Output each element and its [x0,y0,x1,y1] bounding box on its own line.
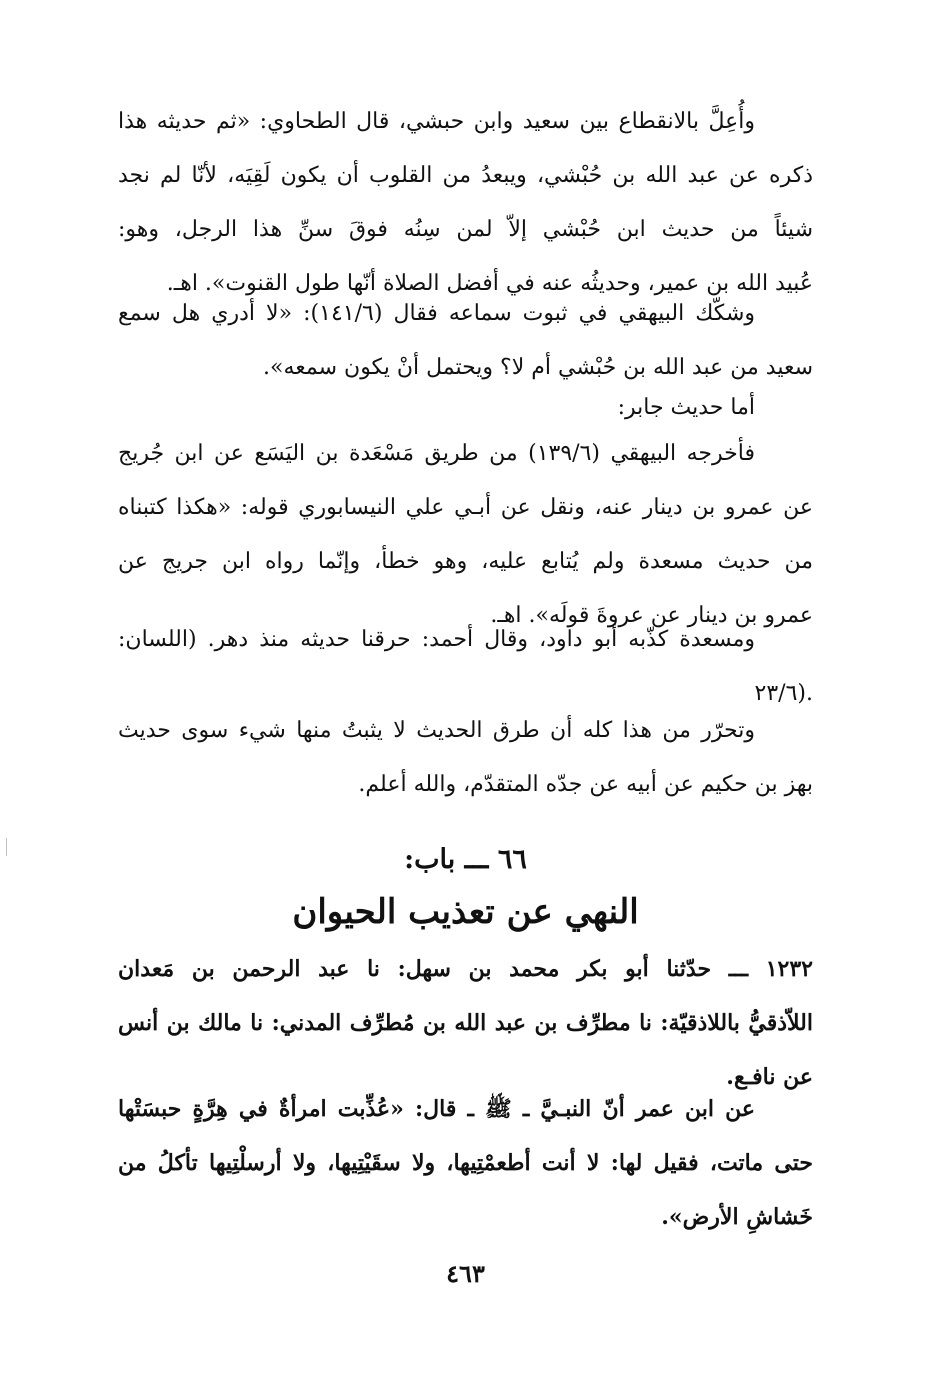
paragraph-conclusion [118,704,813,812]
chapter-title: النهي عن تعذيب الحيوان [292,892,639,932]
hadith-chain [118,942,813,1104]
text-line: ذكره عن عبد الله بن حُبْشي، ويبعدُ من القلوب أن يكون لَقِيَه، لأنّا لم نجد [118,163,813,188]
text-line: ١٢٣٢ ـــ حدّثنا أبو بكر محمد بن سهل: نا عبد الرحمن بن مَعدان [118,956,813,982]
paragraph-bayhaqi-jabir [118,427,813,643]
text-line: وتحرّر من هذا كله أن طرق الحديث لا يثبتُ منها شيء سوى حديث [118,718,755,743]
paragraph-ibn-hubshi-chain [118,95,813,311]
page-number: ٤٦٣ [446,1259,485,1288]
text-line: .(٢٣/٦ [754,681,813,706]
text-line: حتى ماتت، فقيل لها: لا أنت أطعمْتِيها، ولا سقَيْتِيها، ولا أرسلْتِيها تأكلُ من [118,1150,813,1176]
text-line: وشكّك البيهقي في ثبوت سماعه فقال (١٤١/٦): «لا أدري هل سمع [118,301,755,326]
text-line: سعيد من عبد الله بن حُبْشي أم لا؟ ويحتمل أنْ يكون سمعه». [263,355,813,380]
text-line: عن نافـع. [726,1064,813,1090]
text-line: فأخرجه البيهقي (١٣٩/٦) من طريق مَسْعَدة بن اليَسَع عن ابن جُريج [118,441,755,466]
hadith-text [118,1082,813,1244]
text-line: عن ابن عمر أنّ النبـيَّ ـ ﷺ ـ قال: «عُذِّبت امرأةٌ في هِرَّةٍ حبسَتْها [118,1096,755,1122]
text-line: عمرو بن دينار عن عروةَ قولَه». اهـ. [490,603,813,628]
text-line: شيئاً من حديث ابن حُبْشي إلاّ لمن سِنُه فوقَ سنِّ هذا الرجل، وهو: [118,217,813,242]
text-line: عُبيد الله بن عمير، وحديثُه عنه في أفضل الصلاة أنّها طول القنوت». اهـ. [166,271,813,296]
paragraph-bayhaqi-doubt [118,287,813,395]
text-line: خَشاشِ الأرض». [661,1204,813,1230]
text-line: عن عمرو بن دينار عنه، ونقل عن أبـي علي النيسابوري قوله: «هكذا كتبناه [118,495,813,520]
text-line: من حديث مسعدة ولم يُتابع عليه، وهو خطأ، وإنّما رواه ابن جريج عن [118,549,813,574]
text-line: أما حديث جابر: [617,395,755,420]
text-line: بهز بن حكيم عن أبيه عن جدّه المتقدّم، والله أعلم. [358,772,813,797]
text-line: وأُعِلَّ بالانقطاع بين سعيد وابن حبشي، قال الطحاوي: «ثم حديثه هذا [118,109,755,134]
chapter-number: ٦٦ ـــ باب: [404,844,527,875]
text-line: اللاّذقيُّ باللاذقيّة: نا مطرِّف بن عبد الله بن مُطرِّف المدني: نا مالك بن أنس [118,1010,813,1036]
text-line: ومسعدة كذّبه أبو داود، وقال أحمد: حرقنا حديثه منذ دهر. (اللسان: [118,627,755,652]
